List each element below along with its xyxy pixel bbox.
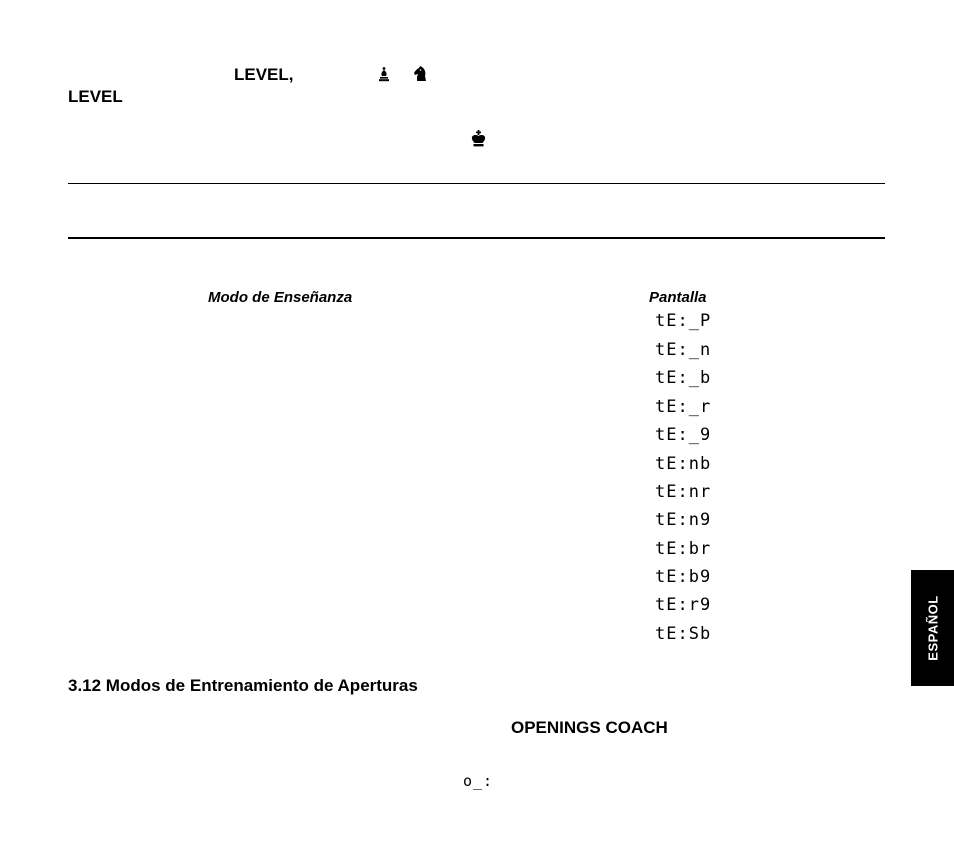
- king-icon: [470, 130, 487, 147]
- knight-icon: [412, 65, 429, 82]
- level-label: LEVEL,: [234, 65, 294, 84]
- lcd-display: tE:_P: [655, 311, 712, 331]
- lcd-display: tE:_b: [655, 368, 712, 388]
- column-header-display: Pantalla: [649, 289, 707, 306]
- language-tab-label: ESPAÑOL: [925, 595, 940, 661]
- lcd-display-openings: o_:: [463, 772, 494, 790]
- lcd-display: tE:b9: [655, 567, 712, 587]
- lcd-display: tE:_r: [655, 397, 712, 417]
- lcd-display: tE:nr: [655, 482, 712, 502]
- section-title: 3.12 Modos de Entrenamiento de Aperturas: [68, 676, 418, 695]
- lcd-display: tE:nb: [655, 454, 712, 474]
- divider-bottom: [68, 237, 885, 239]
- bishop-icon: [376, 66, 392, 82]
- lcd-display: tE:_n: [655, 340, 712, 360]
- lcd-display: tE:r9: [655, 595, 712, 615]
- divider-top: [68, 183, 885, 184]
- openings-coach-label: OPENINGS COACH: [511, 718, 668, 737]
- column-header-mode: Modo de Enseñanza: [208, 289, 353, 306]
- language-tab: [911, 570, 954, 686]
- lcd-display: tE:Sb: [655, 624, 712, 644]
- lcd-display: tE:n9: [655, 510, 712, 530]
- lcd-display: tE:br: [655, 539, 712, 559]
- lcd-display: tE:_9: [655, 425, 712, 445]
- level-label-2: LEVEL: [68, 87, 123, 106]
